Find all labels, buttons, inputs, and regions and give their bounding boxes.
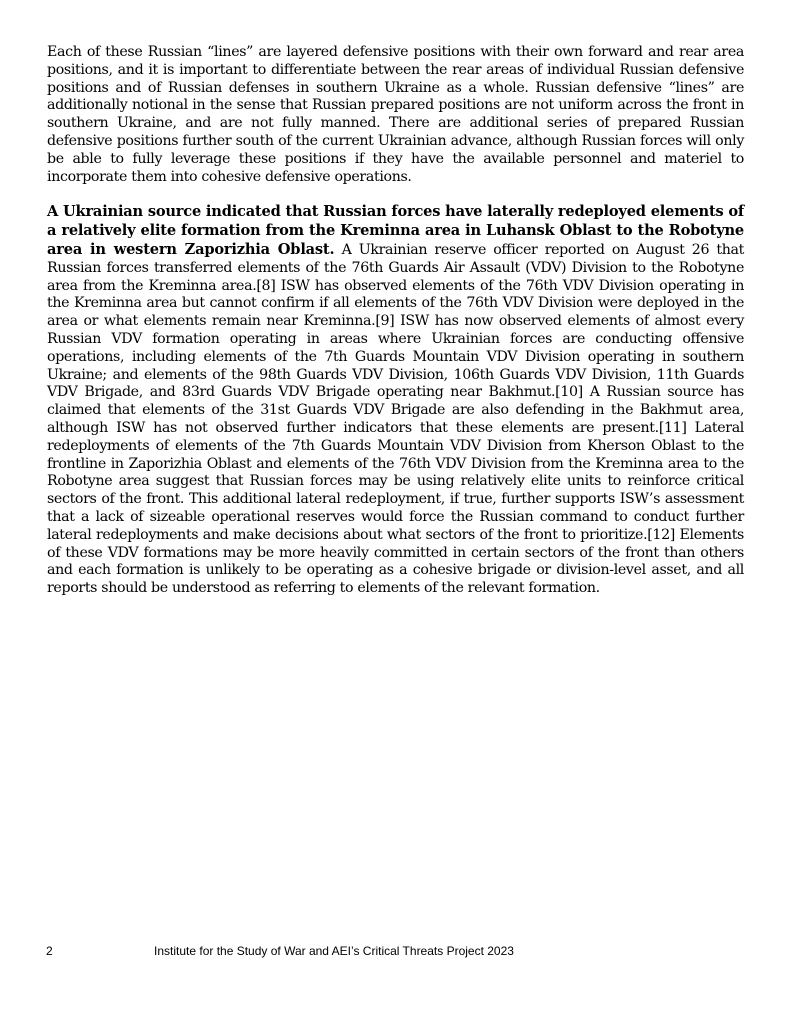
paragraph-lead-sentence: A Ukrainian source indicated that Russian forces have laterally redeployed elements of a relatively elite formation from the Kreminna area in Luhansk Oblast to the Robotyne area in western Zaporizhia Oblast. <box>47 203 744 258</box>
paragraph-body-text: A Ukrainian reserve officer reported on August 26 that Russian forces transferred elements of the 76th Guards Air Assault (VDV) Division to the Robotyne area from the Kreminna area.[8] ISW has observed elements of the 76th VDV Division operating in the Kreminna area but cannot confirm if all elements of the 76th VDV Division were deployed in the area or what elements remain near Kreminna.[9] ISW has now observed elements of almost every Russian VDV formation operating in areas where Ukrainian forces are conducting offensive operations, including elements of the 7th Guards Mountain VDV Division operating in southern Ukraine; and elements of the 98th Guards VDV Division, 106th Guards VDV Division, 11th Guards VDV Brigade, and 83rd Guards VDV Brigade operating near Bakhmut.[10] A Russian source has claimed that elements of the 31st Guards VDV Brigade are also defending in the Bakhmut area, although ISW has not observed further indicators that these elements are present.[11] Lateral redeployments of elements of the 7th Guards Mountain VDV Division from Kherson Oblast to the frontline in Zaporizhia Oblast and elements of the 76th VDV Division from the Kreminna area to the Robotyne area suggest that Russian forces may be using relatively elite units to reinforce critical sectors of the front. This additional lateral redeployment, if true, further supports ISW’s assessment that a lack of sizeable operational reserves would force the Russian command to conduct further lateral redeployments and make decisions about what sectors of the front to prioritize.[12] Elements of these VDV formations may be more heavily committed in certain sectors of the front than others and each formation is unlikely to be operating as a cohesive brigade or division-level asset, and all reports should be understood as referring to elements of the relevant formation. <box>47 241 744 597</box>
paragraph-defensive-lines: Each of these Russian “lines” are layered defensive positions with their own forward and rear area positions, and it is important to differentiate between the rear areas of individual Russian defensive positions and of Russian defenses in southern Ukraine as a whole. Russian defensive “lines” are additionally notional in the sense that Russian prepared positions are not uniform across the front in southern Ukraine, and are not fully manned. There are additional series of prepared Russian defensive positions further south of the current Ukrainian advance, although Russian forces will only be able to fully leverage these positions if they have the available personnel and materiel to incorporate them into cohesive defensive operations. <box>47 44 744 185</box>
paragraph-vdv-redeployment <box>47 203 744 598</box>
document-body <box>47 44 744 598</box>
footer-copyright: Institute for the Study of War and AEI’s Critical Threats Project 2023 <box>154 944 514 958</box>
page-number: 2 <box>46 944 53 958</box>
page-footer <box>0 944 791 964</box>
